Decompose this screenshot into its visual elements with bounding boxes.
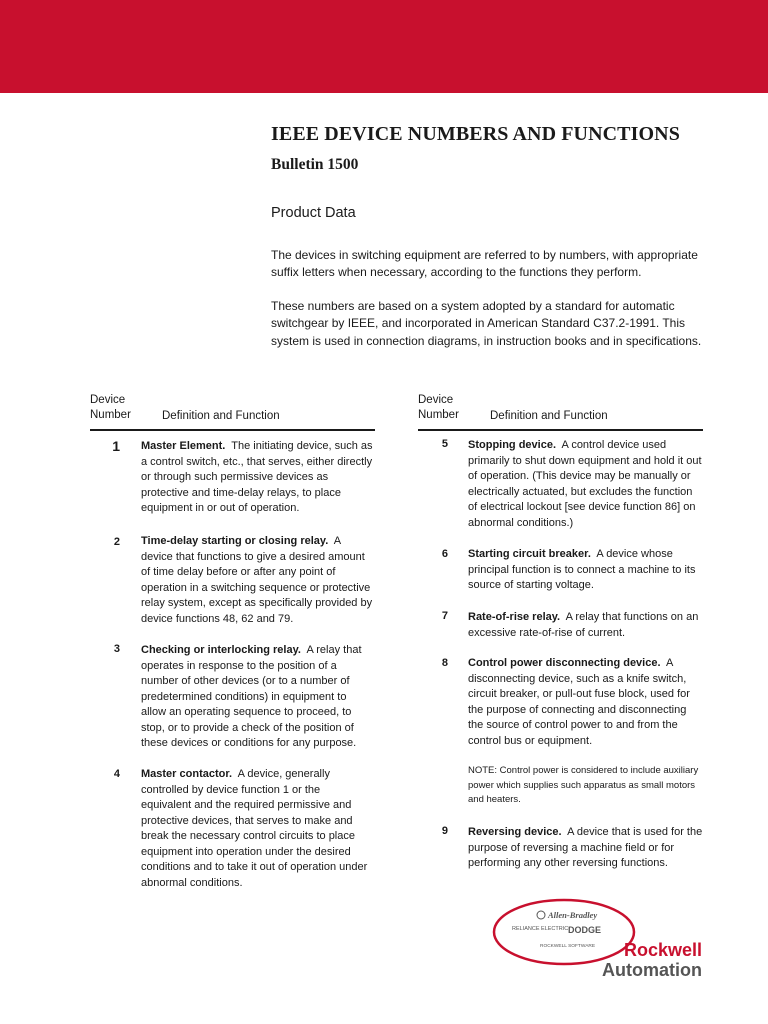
device-name: Stopping device. bbox=[468, 439, 557, 451]
device-definition bbox=[141, 643, 373, 752]
document-title: IEEE DEVICE NUMBERS AND FUNCTIONS bbox=[271, 123, 680, 145]
device-definition bbox=[141, 767, 373, 891]
bulletin-number: Bulletin 1500 bbox=[271, 156, 359, 173]
definition-heading: Definition and Function bbox=[490, 410, 608, 422]
intro-paragraph-2: These numbers are based on a system adopted by a standard for automatic switchgear by IEEE, and incorporated in American Standard C37.2-1991. This system is used in connection diagrams, in instruction books and in specifications. bbox=[271, 299, 702, 348]
device-description: A relay that operates in response to the position of a number of other devices (or to a number of predetermined conditions) in equipment to allow an operating sequence to proceed, to stop, or to provide a check of the position of these devices or conditions for any purpose. bbox=[141, 644, 362, 749]
device-number: 4 bbox=[113, 768, 120, 780]
device-definition bbox=[468, 610, 703, 641]
brand-allen-bradley: Allen-Bradley bbox=[548, 910, 598, 920]
device-number: 7 bbox=[441, 610, 448, 622]
definition-heading: Definition and Function bbox=[162, 410, 280, 422]
logo-rockwell: Rockwell bbox=[623, 940, 702, 960]
device-name: Reversing device. bbox=[468, 826, 562, 838]
device-name: Time-delay starting or closing relay. bbox=[141, 535, 329, 547]
device-number: 6 bbox=[441, 548, 448, 560]
device-number: 5 bbox=[441, 438, 448, 450]
device-description: A device whose principal function is to connect a machine to its source of starting voltage. bbox=[468, 548, 696, 591]
brand-rockwell-software: ROCKWELL SOFTWARE bbox=[540, 944, 596, 949]
device-description: The initiating device, such as a control switch, etc., that serves, either directly or through such permissive devices as protective and time-delay relays, to place equipment in or out of operation. bbox=[141, 440, 373, 514]
left-column-header bbox=[90, 393, 375, 425]
device-number: 8 bbox=[441, 657, 448, 669]
device-name: Master Element. bbox=[141, 440, 226, 452]
device-definition bbox=[468, 825, 703, 872]
device-number-heading: Device Number bbox=[418, 394, 459, 421]
device-description: A device that is used for the purpose of reversing a machine field or for performing any other reversing functions. bbox=[468, 826, 703, 869]
device-description: A disconnecting device, such as a knife switch, circuit breaker, or pull-out fuse block, used for the purpose of connecting and disconnecting the source of control power to and from the control bus or equipment. bbox=[468, 657, 690, 747]
logo-automation: Automation bbox=[602, 960, 702, 980]
allen-bradley-mark bbox=[537, 911, 545, 919]
rockwell-automation-logo bbox=[488, 894, 708, 984]
device-name: Control power disconnecting device. bbox=[468, 657, 661, 669]
left-column-rule bbox=[90, 429, 375, 431]
device-name: Starting circuit breaker. bbox=[468, 548, 591, 560]
device-description: A control device used primarily to shut down equipment and hold it out of operation. (This device may be manually or electrically actuated, but excludes the function of electrical lockout [see device function 86] on abnormal conditions.) bbox=[468, 439, 702, 529]
device-name: Master contactor. bbox=[141, 768, 233, 780]
device-description: A relay that functions on an excessive rate-of-rise of current. bbox=[468, 611, 699, 639]
device-definition bbox=[468, 656, 703, 749]
device-number: 1 bbox=[112, 438, 120, 454]
device-name: Rate-of-rise relay. bbox=[468, 611, 561, 623]
brand-dodge: DODGE bbox=[568, 925, 602, 935]
device-definition bbox=[468, 438, 703, 531]
device-definition bbox=[468, 547, 703, 594]
device-number: 3 bbox=[113, 643, 120, 655]
device-name: Checking or interlocking relay. bbox=[141, 644, 301, 656]
note-text: NOTE: Control power is considered to include auxiliary power which supplies such apparatus as small motors and heaters. bbox=[468, 765, 699, 806]
right-column-header bbox=[418, 393, 703, 425]
device-number: 2 bbox=[113, 536, 120, 548]
section-heading: Product Data bbox=[271, 205, 356, 221]
header-bar bbox=[0, 0, 768, 93]
device-description: A device, generally controlled by device function 1 or the equivalent and the required permissive and protective devices, that serves to make and break the necessary control circuits to place equipment into operation under the desired conditions and to take it out of operation under abnormal conditions. bbox=[141, 768, 368, 889]
right-column-rule bbox=[418, 429, 703, 431]
brand-reliance-electric: RELIANCE ELECTRIC bbox=[512, 926, 569, 932]
device-description: A device that functions to give a desired amount of time delay before or after any point of operation in a switching sequence or protective relay system, except as specifically provided by device functions 48, 62 and 79. bbox=[141, 535, 373, 625]
device-number: 9 bbox=[441, 825, 448, 837]
device-definition bbox=[141, 534, 373, 627]
device-definition bbox=[141, 439, 373, 517]
device-number-heading: Device Number bbox=[90, 394, 131, 421]
intro-paragraph-1: The devices in switching equipment are referred to by numbers, with appropriate suffix letters when necessary, according to the functions they perform. bbox=[271, 248, 698, 280]
